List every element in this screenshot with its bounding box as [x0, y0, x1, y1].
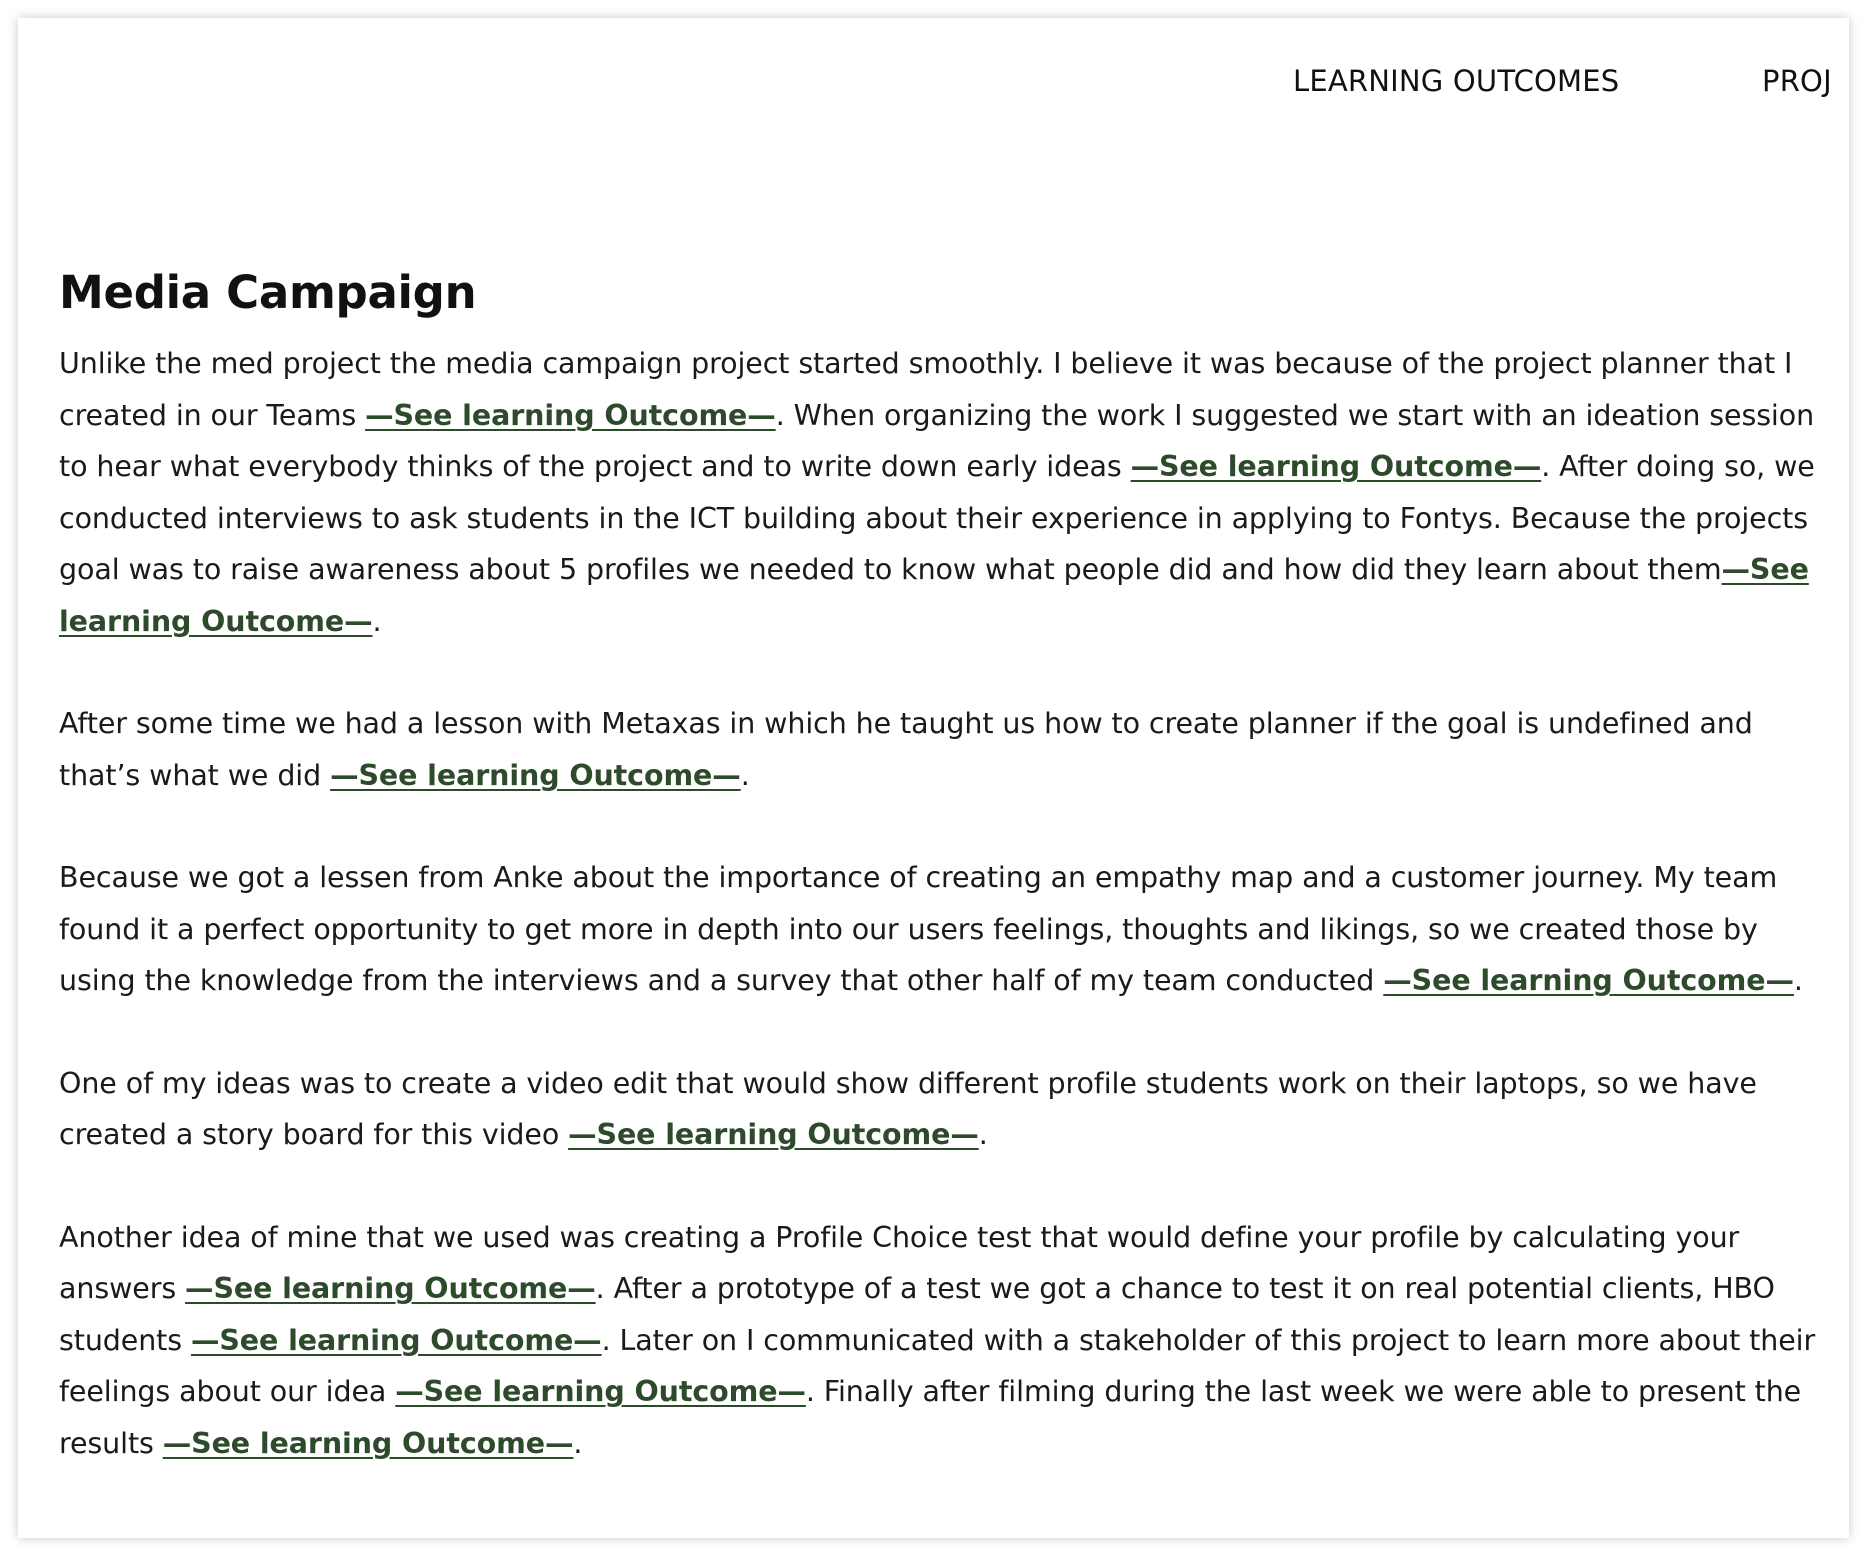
paragraph-3: [59, 852, 1834, 1007]
paragraph-text: . Later on I communicated with a stakeholder of this project to learn more about their feelings about our idea: [59, 1323, 1816, 1408]
see-learning-outcome-link[interactable]: —See learning Outcome—: [330, 758, 741, 792]
paragraph-text: .: [740, 758, 750, 792]
page-frame: [18, 18, 1849, 1538]
paragraph-text: Because we got a lessen from Anke about the importance of creating an empathy map and a customer journey. My team found it a perfect opportunity to get more in depth into our users feelings, thoughts and likings, so we created those by using the knowledge from the interviews and a survey that other half of my team conducted: [59, 861, 1778, 997]
see-learning-outcome-link[interactable]: —See learning Outcome—: [1383, 964, 1794, 997]
paragraph-5: [59, 1212, 1834, 1470]
paragraph-text: .: [978, 1118, 988, 1151]
see-learning-outcome-link[interactable]: —See learning Outcome—: [1130, 450, 1542, 483]
paragraph-text: . After doing so, we conducted interviews to ask students in the ICT building about their experience in applying to Fontys. Because the projects goal was to raise awareness about 5 profiles we needed to know what people did and how did they learn about them: [59, 450, 1815, 586]
nav-projects[interactable]: PROJ: [1762, 64, 1832, 98]
paragraph-text: After some time we had a lesson with Metaxas in which he taught us how to create planner if the goal is undefined and that’s what we did: [59, 707, 1753, 792]
nav-learning-outcomes[interactable]: LEARNING OUTCOMES: [1293, 64, 1620, 98]
see-learning-outcome-link[interactable]: —See learning Outcome—: [59, 553, 1809, 638]
page-title: Media Campaign: [59, 266, 477, 319]
see-learning-outcome-link[interactable]: —See learning Outcome—: [568, 1118, 979, 1151]
see-learning-outcome-link[interactable]: —See learning Outcome—: [365, 398, 776, 432]
paragraph-text: . Finally after filming during the last week we were able to present the results: [59, 1375, 1802, 1460]
paragraph-text: Another idea of mine that we used was creating a Profile Choice test that would define your profile by calculating your answers: [59, 1220, 1740, 1305]
paragraph-text: .: [573, 1426, 583, 1460]
main-content: [59, 266, 1834, 1520]
paragraph-text: .: [1793, 964, 1803, 997]
paragraph-text: .: [372, 604, 382, 638]
paragraph-2: [59, 698, 1834, 801]
see-learning-outcome-link[interactable]: —See learning Outcome—: [395, 1375, 806, 1408]
paragraph-text: . After a prototype of a test we got a chance to test it on real potential clients, HBO students: [59, 1272, 1775, 1357]
paragraph-text: One of my ideas was to create a video edit that would show different profile students work on their laptops, so we have created a story board for this video: [59, 1066, 1757, 1151]
top-nav: [18, 64, 1849, 110]
paragraph-4: [59, 1058, 1834, 1161]
see-learning-outcome-link[interactable]: —See learning Outcome—: [190, 1323, 602, 1357]
paragraph-1: [59, 338, 1834, 647]
paragraph-text: Unlike the med project the media campaign project started smoothly. I believe it was because of the project planner that I created in our Teams: [59, 347, 1793, 432]
see-learning-outcome-link[interactable]: —See learning Outcome—: [162, 1426, 574, 1460]
paragraph-text: . When organizing the work I suggested we start with an ideation session to hear what everybody thinks of the project and to write down early ideas: [59, 398, 1815, 483]
see-learning-outcome-link[interactable]: —See learning Outcome—: [185, 1272, 596, 1305]
